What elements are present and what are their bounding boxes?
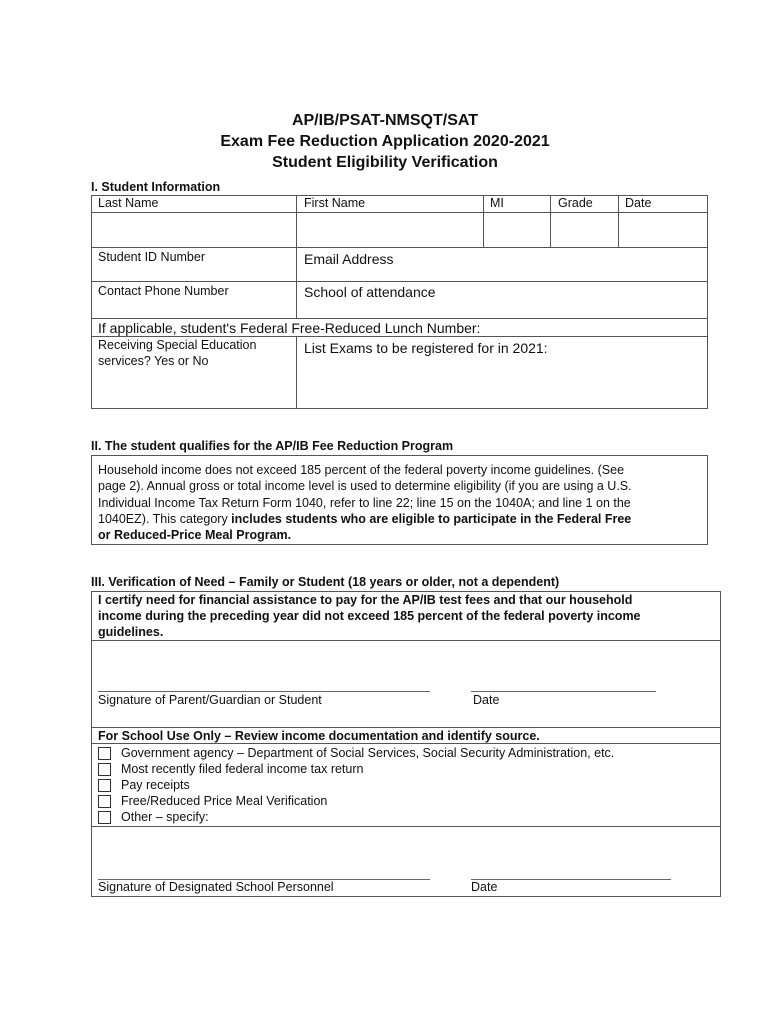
option-other-label: Other – specify:	[121, 810, 209, 824]
option-government-checkbox[interactable]	[98, 747, 111, 760]
section-3-heading: III. Verification of Need – Family or Student (18 years or older, not a dependent)	[91, 575, 560, 589]
school-use-heading: For School Use Only – Review income documentation and identify source.	[98, 729, 540, 743]
parent-signature-line[interactable]	[98, 691, 430, 692]
email-label: Email Address	[304, 251, 394, 267]
option-government-label: Government agency – Department of Social Services, Social Security Administration, etc.	[121, 746, 615, 760]
eligibility-line-3: Individual Income Tax Return Form 1040, refer to line 22; line 15 on the 1040A; and line 1 on the	[98, 496, 631, 510]
date-field[interactable]	[619, 213, 707, 246]
parent-date-line[interactable]	[471, 691, 656, 692]
form-title: AP/IB/PSAT-NMSQT/SAT	[291, 112, 479, 129]
certify-line-1: I certify need for financial assistance to pay for the AP/IB test fees and that our household	[98, 593, 633, 607]
school-label: School of attendance	[304, 284, 436, 300]
mi-label: MI	[490, 196, 504, 210]
date-label: Date	[625, 196, 652, 210]
last-name-label: Last Name	[98, 196, 159, 210]
grade-field[interactable]	[551, 213, 617, 246]
special-education-label-1: Receiving Special Education	[98, 338, 257, 352]
option-meal-verification-label: Free/Reduced Price Meal Verification	[121, 794, 328, 808]
eligibility-line-2: page 2). Annual gross or total income level is used to determine eligibility (if you are using a U.S.	[98, 479, 632, 493]
parent-signature-label: Signature of Parent/Guardian or Student	[98, 693, 322, 707]
grade-label: Grade	[558, 196, 593, 210]
eligibility-line-4: 1040EZ). This category includes students who are eligible to participate in the Federal Free	[98, 512, 632, 526]
first-name-field[interactable]	[297, 213, 482, 246]
parent-date-label: Date	[473, 693, 500, 707]
option-pay-receipts-checkbox[interactable]	[98, 779, 111, 792]
special-education-label-2: services? Yes or No	[98, 354, 209, 368]
section-1-heading: I. Student Information	[91, 180, 221, 194]
option-other-checkbox[interactable]	[98, 811, 111, 824]
form-subtitle: Exam Fee Reduction Application 2020-2021	[220, 133, 550, 150]
student-id-label: Student ID Number	[98, 250, 205, 264]
certify-line-2: income during the preceding year did not exceed 185 percent of the federal poverty income	[98, 609, 641, 623]
option-tax-return-label: Most recently filed federal income tax return	[121, 762, 364, 776]
exams-label: List Exams to be registered for in 2021:	[304, 340, 548, 356]
option-meal-verification-checkbox[interactable]	[98, 795, 111, 808]
personnel-date-line[interactable]	[471, 879, 671, 880]
personnel-date-label: Date	[471, 880, 498, 894]
certify-line-3: guidelines.	[98, 625, 164, 639]
personnel-signature-label: Signature of Designated School Personnel	[98, 880, 334, 894]
lunch-number-label: If applicable, student's Federal Free-Reduced Lunch Number:	[98, 320, 481, 336]
mi-field[interactable]	[484, 213, 549, 246]
option-pay-receipts-label: Pay receipts	[121, 778, 190, 792]
eligibility-line-5: or Reduced-Price Meal Program.	[98, 528, 292, 542]
option-tax-return-checkbox[interactable]	[98, 763, 111, 776]
last-name-field[interactable]	[92, 213, 295, 246]
eligibility-line-1: Household income does not exceed 185 percent of the federal poverty income guidelines. (See	[98, 463, 625, 477]
phone-label: Contact Phone Number	[98, 284, 229, 298]
form-subtitle-2: Student Eligibility Verification	[272, 154, 498, 171]
first-name-label: First Name	[304, 196, 366, 210]
section-2-heading: II. The student qualifies for the AP/IB Fee Reduction Program	[91, 439, 454, 453]
